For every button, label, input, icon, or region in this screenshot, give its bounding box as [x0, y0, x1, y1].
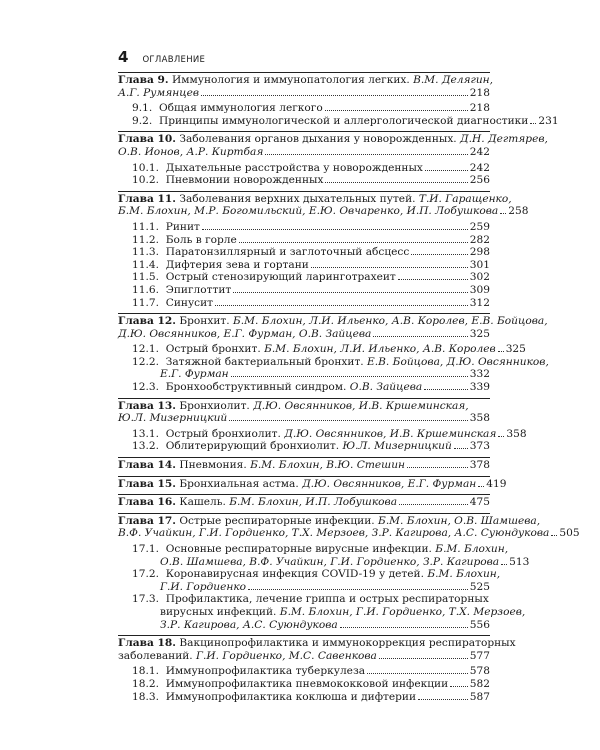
toc-entry: 11.2. Боль в горле 282 — [132, 233, 490, 246]
chapter-label: Глава 18. — [118, 637, 176, 650]
toc-entry: 12.1. Острый бронхит. Б.М. Блохин, Л.И. Ильенко, А.В. Королев 325 — [132, 343, 526, 356]
chapter-title: Бронхиальная астма. — [176, 477, 303, 490]
toc-entry-cont: О.В. Шамшева, В.Ф. Учайкин, Г.И. Гордиенко, З.Р. Кагирова 513 — [160, 555, 530, 568]
chapter-label: Глава 15. — [118, 477, 176, 490]
chapter-label: Глава 13. — [118, 399, 176, 412]
toc-entry: 11.5. Острый стенозирующий ларинготрахеит 302 — [132, 271, 490, 284]
chapter-title: Вакцинопрофилактика и иммунокоррекция респираторных — [176, 637, 516, 650]
chapter-label: Глава 14. — [118, 459, 176, 472]
chapter-label: Глава 11. — [118, 192, 176, 205]
chapter-authors-cont: О.В. Ионов, А.Р. Киртбая — [118, 145, 264, 158]
toc-entry: 18.1. Иммунопрофилактика туберкулеза 578 — [132, 665, 490, 678]
chapter-label: Глава 9. — [118, 74, 169, 86]
toc-page — [118, 48, 580, 707]
chapter-page: 419 — [486, 477, 507, 490]
page-header — [118, 48, 490, 66]
running-header: ОГЛАВЛЕНИЕ — [142, 55, 206, 65]
chapter-11 — [118, 192, 529, 314]
chapter-13 — [118, 399, 527, 458]
toc-entry: 11.6. Эпиглоттит 309 — [132, 283, 490, 296]
toc-entry: 11.3. Паратонзиллярный и заглоточный абсцесс 298 — [132, 246, 490, 259]
toc-entry: 13.1. Острый бронхиолит. Д.Ю. Овсянников, И.В. Кршеминская 358 — [132, 427, 527, 440]
chapter-label: Глава 10. — [118, 133, 176, 146]
chapter-label: Глава 12. — [118, 315, 176, 328]
chapter-authors: Б.М. Блохин, В.Ю. Стешин — [250, 459, 406, 472]
toc-entry-cont: Е.Г. Фурман 332 — [160, 368, 490, 381]
chapter-page: 358 — [469, 412, 490, 425]
chapter-page: 242 — [469, 145, 490, 158]
toc-entry: 13.2. Облитерирующий бронхиолит. Ю.Л. Мизерницкий 373 — [132, 440, 490, 453]
toc-entry: 17.3. Профилактика, лечение гриппа и острых респираторных — [132, 593, 489, 606]
toc-entry: 18.3. Иммунопрофилактика коклюша и дифтерии 587 — [132, 690, 490, 703]
chapter-title: Заболевания органов дыхания у новорожденных. — [176, 133, 461, 146]
toc-entry: 17.2. Коронавирусная инфекция COVID-19 у детей. Б.М. Блохин, — [132, 568, 501, 581]
chapter-authors: Б.М. Блохин, И.П. Лобушкова — [229, 496, 398, 509]
chapter-18 — [118, 636, 516, 707]
toc-entry: 9.2. Принципы иммунологической и аллергологической диагностики 231 — [132, 114, 559, 127]
chapter-authors: Т.И. Гаращенко, — [418, 192, 512, 205]
chapter-page: 218 — [469, 86, 490, 99]
toc-entry-cont: вирусных инфекций. Б.М. Блохин, Г.И. Гордиенко, Т.Х. Мерзоев, — [160, 605, 526, 618]
toc-entry: 9.1. Общая иммунология легкого 218 — [132, 102, 490, 115]
toc-entry-cont: З.Р. Кагирова, А.С. Суюндукова 556 — [160, 618, 490, 631]
toc-entry: 18.2. Иммунопрофилактика пневмококковой инфекции 582 — [132, 677, 490, 690]
chapter-authors-cont: А.Г. Румянцев — [118, 86, 200, 99]
chapter-authors-cont: Ю.Л. Мизерницкий — [118, 412, 228, 425]
toc-entry: 11.4. Дифтерия зева и гортани 301 — [132, 258, 490, 271]
chapter-page: 258 — [508, 205, 529, 218]
chapter-title: Заболевания верхних дыхательных путей. — [176, 192, 419, 205]
chapter-authors-cont: Б.М. Блохин, М.Р. Богомильский, Е.Ю. Овчаренко, И.П. Лобушкова — [118, 205, 499, 218]
chapter-label: Глава 16. — [118, 496, 176, 509]
chapter-authors: Д.Ю. Овсянников, И.В. Кршеминская, — [253, 399, 469, 412]
chapter-16 — [118, 495, 490, 514]
chapter-title: Бронхит. — [176, 315, 234, 328]
chapter-title: Пневмония. — [176, 459, 251, 472]
toc-entry: 12.3. Бронхообструктивный синдром. О.В. Зайцева 339 — [132, 381, 490, 394]
chapter-10 — [118, 132, 548, 191]
chapter-authors-cont: Д.Ю. Овсянников, Е.Г. Фурман, О.В. Зайцева — [118, 327, 372, 340]
chapter-authors: Б.М. Блохин, О.В. Шамшева, — [378, 514, 541, 527]
chapter-authors-cont: В.Ф. Учайкин, Г.И. Гордиенко, Т.Х. Мерзоев, З.Р. Кагирова, А.С. Суюндукова — [118, 527, 550, 540]
chapter-title-cont: заболеваний. — [118, 649, 197, 662]
toc-entry: 10.1. Дыхательные расстройства у новорожденных 242 — [132, 161, 490, 174]
toc-entry: 11.7. Синусит 312 — [132, 296, 490, 309]
chapter-9 — [118, 73, 559, 132]
chapter-page: 577 — [469, 649, 490, 662]
chapter-title: Кашель. — [176, 496, 230, 509]
toc-entry: 12.2. Затяжной бактериальный бронхит. Е.В. Бойцова, Д.Ю. Овсянников, — [132, 355, 549, 368]
page-number: 4 — [118, 48, 129, 66]
chapter-authors-cont: Г.И. Гордиенко, М.С. Савенкова — [196, 649, 377, 662]
toc-entry-cont: Г.И. Гордиенко 525 — [160, 580, 490, 593]
chapter-title: Иммунология и иммунопатология легких. — [168, 74, 414, 86]
chapter-authors: Б.М. Блохин, Л.И. Ильенко, А.В. Королев, Е.В. Бойцова, — [233, 315, 548, 328]
toc-entry: 17.1. Основные респираторные вирусные инфекции. Б.М. Блохин, — [132, 543, 509, 555]
chapter-page: 475 — [469, 496, 490, 509]
chapter-14 — [118, 458, 490, 477]
toc-entry: 10.2. Пневмонии новорожденных 256 — [132, 174, 490, 187]
chapter-title: Бронхиолит. — [176, 399, 254, 412]
chapter-page: 378 — [469, 459, 490, 472]
chapter-authors: В.М. Делягин, — [413, 74, 494, 86]
chapter-authors: Д.Ю. Овсянников, Е.Г. Фурман — [302, 477, 477, 490]
chapter-17 — [118, 514, 580, 636]
chapter-title: Острые респираторные инфекции. — [176, 514, 379, 527]
toc-entry: 11.1. Ринит 259 — [132, 220, 490, 233]
chapter-15 — [118, 477, 507, 496]
chapter-12 — [118, 314, 549, 399]
chapter-page: 505 — [559, 527, 580, 540]
chapter-label: Глава 17. — [118, 514, 176, 527]
chapter-authors: Д.Н. Дегтярев, — [460, 133, 548, 146]
chapter-page: 325 — [469, 327, 490, 340]
